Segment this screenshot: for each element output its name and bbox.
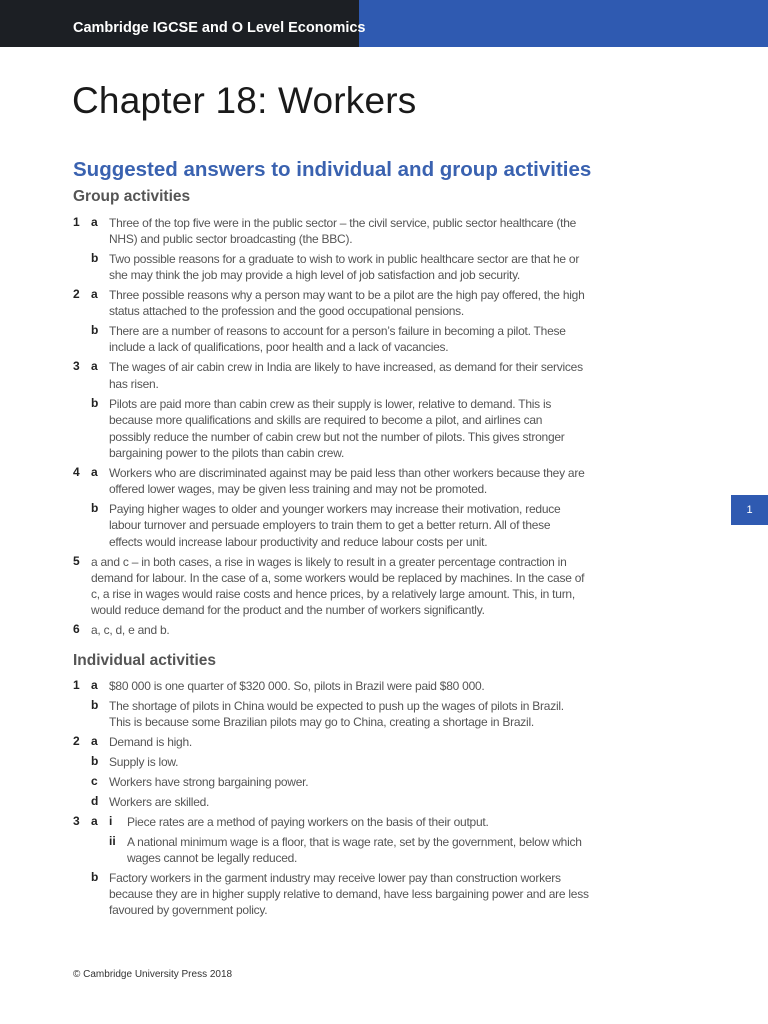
answer-line: Workers who are discriminated against may be paid less than other workers because they are (109, 466, 585, 480)
sub-part-numeral: i (109, 814, 113, 828)
answer-line: effects would increase labour productivity and reduce labour costs per unit. (109, 535, 488, 549)
answer-line: Demand is high. (109, 735, 192, 749)
answer-line: The wages of air cabin crew in India are likely to have increased, as demand for their services (109, 360, 583, 374)
answer-line: Factory workers in the garment industry may receive lower pay than construction workers (109, 871, 561, 885)
question-number: 1 (73, 215, 80, 229)
part-letter: a (91, 814, 98, 828)
part-letter: a (91, 359, 98, 373)
part-letter: b (91, 698, 99, 712)
part-letter: c (91, 774, 98, 788)
part-letter: b (91, 251, 99, 265)
header-accent-band (359, 0, 768, 47)
answer-line: Supply is low. (109, 755, 179, 769)
answer-line: possibly reduce the number of cabin crew but not the number of pilots. This gives stronger (109, 430, 565, 444)
question-number: 6 (73, 622, 80, 636)
part-letter: b (91, 870, 99, 884)
individual-activities-heading: Individual activities (73, 652, 216, 669)
part-letter: a (91, 215, 98, 229)
answer-line: has risen. (109, 377, 159, 391)
answer-line: include a lack of qualifications, poor health and a lack of vacancies. (109, 340, 449, 354)
book-title: Cambridge IGCSE and O Level Economics (73, 20, 366, 36)
answer-line: favoured by government policy. (109, 903, 268, 917)
question-number: 5 (73, 554, 80, 568)
answer-line: offered lower wages, may be given less training and may not be promoted. (109, 482, 487, 496)
answer-line: Workers are skilled. (109, 795, 210, 809)
answer-line: Pilots are paid more than cabin crew as their supply is lower, relative to demand. This is (109, 397, 552, 411)
answer-line: a, c, d, e and b. (91, 623, 170, 637)
question-number: 3 (73, 814, 80, 828)
answer-line: This is because some Brazilian pilots may go to China, creating a shortage in Brazil. (109, 715, 534, 729)
part-letter: a (91, 465, 98, 479)
group-activities-heading: Group activities (73, 188, 191, 205)
question-number: 3 (73, 359, 80, 373)
part-letter: d (91, 794, 99, 808)
answer-line: There are a number of reasons to account for a person’s failure in becoming a pilot. These (109, 324, 566, 338)
answer-line: $80 000 is one quarter of $320 000. So, pilots in Brazil were paid $80 000. (109, 679, 485, 693)
part-letter: b (91, 323, 99, 337)
part-letter: b (91, 396, 99, 410)
part-letter: a (91, 734, 98, 748)
answer-line: c, a rise in wages would raise costs and hence prices, by a relatively large amount. This, in turn, (91, 587, 575, 601)
answer-line: labour turnover and persuade employers to train them to get a better return. All of these (109, 518, 551, 532)
answer-line: because they are in higher supply relative to demand, have less bargaining power and are less (109, 887, 589, 901)
question-number: 2 (73, 734, 80, 748)
answer-line: because more qualifications and skills are required to become a pilot, and airlines can (109, 413, 543, 427)
answer-line: demand for labour. In the case of a, some workers would be replaced by machines. In the case of (91, 571, 585, 585)
page-number-tab: 1 (731, 495, 768, 525)
question-number: 2 (73, 287, 80, 301)
answer-line: Paying higher wages to older and younger workers may increase their motivation, reduce (109, 502, 561, 516)
sub-part-numeral: ii (109, 834, 116, 848)
answer-line: Workers have strong bargaining power. (109, 775, 309, 789)
part-letter: b (91, 501, 99, 515)
answer-line: NHS) and public sector broadcasting (the BBC). (109, 232, 353, 246)
answer-line: A national minimum wage is a floor, that is wage rate, set by the government, below which (127, 835, 582, 849)
answer-line: Two possible reasons for a graduate to wish to work in public healthcare sector are that he or (109, 252, 580, 266)
part-letter: a (91, 678, 98, 692)
question-number: 4 (73, 465, 80, 479)
copyright-footer: © Cambridge University Press 2018 (73, 969, 233, 980)
answer-line: would reduce demand for the product and the number of workers significantly. (91, 603, 485, 617)
answer-line: a and c – in both cases, a rise in wages is likely to result in a greater percentage contraction in (91, 555, 567, 569)
part-letter: b (91, 754, 99, 768)
answer-line: Three possible reasons why a person may want to be a pilot are the high pay offered, the high (109, 288, 585, 302)
answer-line: wages cannot be legally reduced. (127, 851, 298, 865)
part-letter: a (91, 287, 98, 301)
answer-line: bargaining power to the pilots than cabin crew. (109, 446, 345, 460)
section-heading: Suggested answers to individual and group activities (73, 158, 592, 181)
chapter-title: Chapter 18: Workers (72, 80, 417, 121)
answer-line: Three of the top five were in the public sector – the civil service, public sector healthcare (the (109, 216, 577, 230)
answer-line: The shortage of pilots in China would be expected to push up the wages of pilots in Brazil. (109, 699, 564, 713)
answer-line: status attached to the profession and the good occupational pensions. (109, 304, 465, 318)
answer-line: Piece rates are a method of paying workers on the basis of their output. (127, 815, 489, 829)
answer-line: she may think the job may provide a high level of job satisfaction and job security. (109, 268, 521, 282)
question-number: 1 (73, 678, 80, 692)
